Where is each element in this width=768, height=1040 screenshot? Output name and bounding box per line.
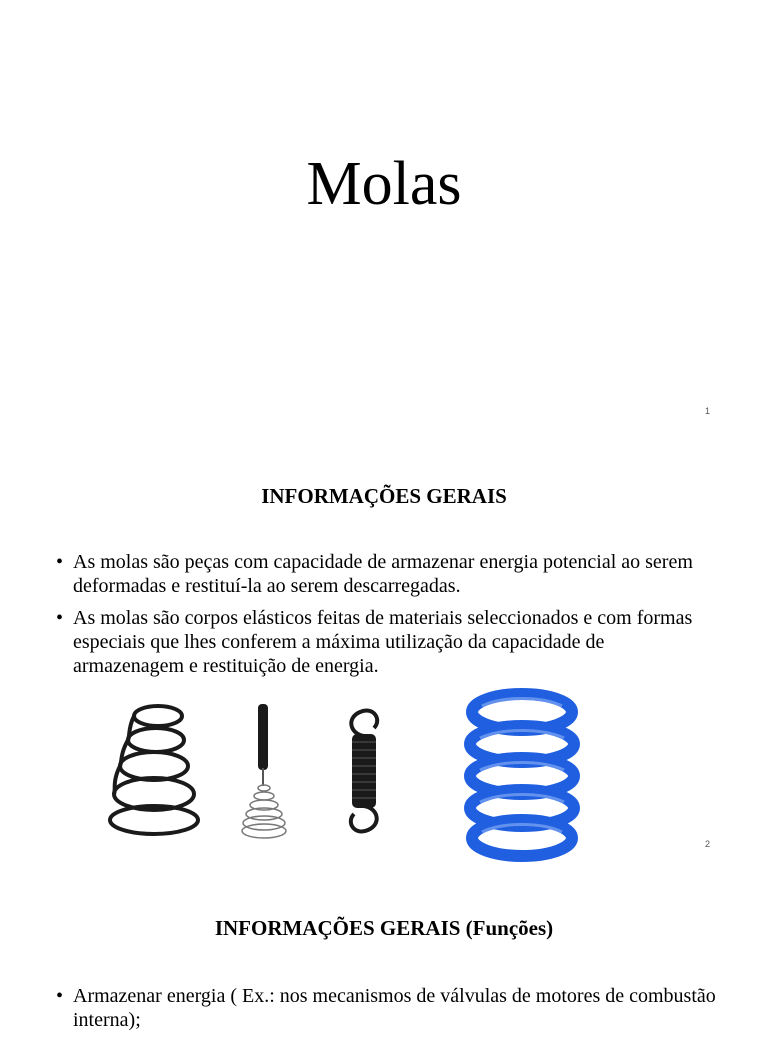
slide-functions: [0, 865, 768, 1031]
bullet-list: [56, 550, 720, 686]
presentation-title: Molas: [306, 150, 462, 218]
blue-compression-spring-image: [458, 682, 588, 868]
bullet-item: [56, 984, 720, 1032]
bullet-text: As molas são corpos elásticos feitas de materiais seleccionados e com formas especiais que lhes conferem a máxima utilização da capacidade de armazenagem e restituição de energia.: [73, 607, 693, 677]
bullet-marker: •: [56, 551, 64, 573]
bullet-marker: •: [56, 607, 64, 629]
conical-spring-image: [104, 700, 208, 840]
whisk-spring-image: [236, 704, 292, 842]
page-number: 2: [704, 839, 710, 849]
top-hook: [351, 711, 377, 736]
section-heading: INFORMAÇÕES GERAIS: [261, 484, 507, 508]
bullet-marker: •: [56, 985, 64, 1007]
section-heading: INFORMAÇÕES GERAIS (Funções): [214, 916, 554, 940]
bullet-item: [56, 606, 720, 678]
tension-spring-image: [340, 706, 388, 836]
bullet-text: Armazenar energia ( Ex.: nos mecanismos de válvulas de motores de combustão interna);: [73, 985, 716, 1031]
bullet-list: [56, 984, 720, 1040]
slide-title: [0, 0, 768, 432]
tension-coil-body: [352, 734, 376, 808]
conical-spring-coils: [110, 706, 198, 834]
bullet-text: As molas são peças com capacidade de armazenar energia potencial ao serem deformadas e restituí-la ao serem descarregadas.: [73, 551, 693, 597]
bullet-item: [56, 550, 720, 598]
bottom-hook: [351, 806, 377, 831]
slide-general-info: [0, 432, 768, 865]
page-number: 1: [704, 406, 710, 416]
whisk-handle: [258, 704, 268, 770]
